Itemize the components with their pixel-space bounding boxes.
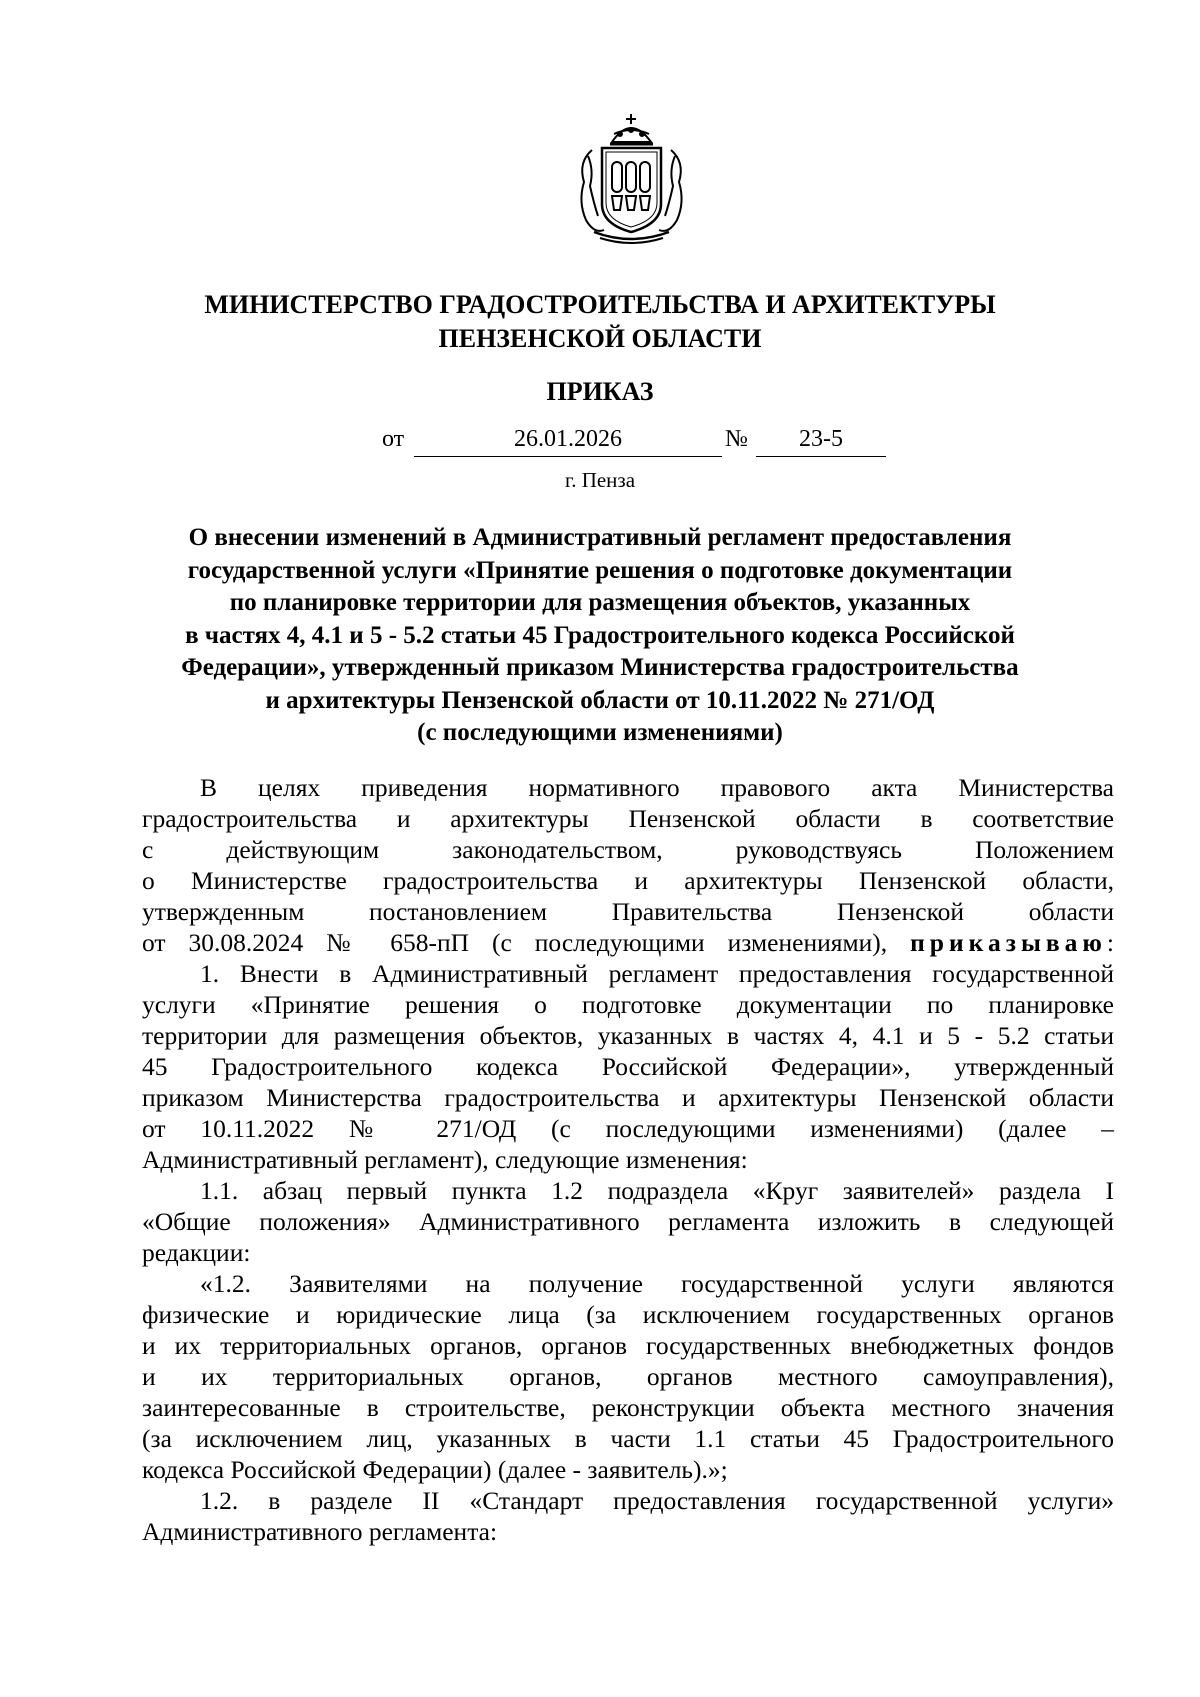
body-line: и их территориальных органов, органов государственных внебюджетных фондов bbox=[142, 1331, 1114, 1360]
penza-region-coat-of-arms-icon bbox=[574, 112, 689, 247]
body-line: с действующим законодательством, руководствуясь Положением bbox=[142, 835, 1114, 864]
body-line: 1.2. в разделе II «Стандарт предоставления государственной услуги» bbox=[200, 1486, 1114, 1515]
paragraph-item-1 bbox=[142, 958, 1114, 1175]
body-line: территории для размещения объектов, указанных в частях 4, 4.1 и 5 - 5.2 статьи bbox=[142, 1021, 1114, 1050]
document-number: 23-5 bbox=[756, 426, 886, 457]
date-prefix: от bbox=[382, 426, 405, 452]
paragraph-item-1-2 bbox=[142, 1485, 1114, 1547]
title-line: по планировке территории для размещения объектов, указанных bbox=[229, 589, 971, 616]
title-line: О внесении изменений в Административный регламент предоставления bbox=[188, 524, 1012, 551]
body-text: от 30.08.2024 № 658-пП (с последующими изменениями), bbox=[142, 928, 888, 957]
body-line: градостроительства и архитектуры Пензенской области в соответствие bbox=[142, 804, 1114, 833]
title-line: государственной услуги «Принятие решения о подготовке документации bbox=[187, 556, 1013, 584]
body-line-last: Административный регламент), следующие изменения: bbox=[142, 1145, 748, 1174]
body-line: приказом Министерства градостроительства и архитектуры Пензенской области bbox=[142, 1083, 1114, 1112]
title-line: в частях 4, 4.1 и 5 - 5.2 статьи 45 Градостроительного кодекса Российской bbox=[185, 621, 1015, 649]
body-text: : bbox=[1106, 928, 1114, 957]
body-line: 45 Градостроительного кодекса Российской Федерации», утвержденный bbox=[142, 1052, 1114, 1081]
body-line: заинтересованные в строительстве, реконструкции объекта местного значения bbox=[142, 1393, 1114, 1422]
document-body bbox=[142, 772, 1114, 1547]
body-line: о Министерстве градостроительства и архитектуры Пензенской области, bbox=[142, 866, 1114, 895]
document-date: 26.01.2026 bbox=[414, 426, 722, 457]
body-line: физические и юридические лица (за исключением государственных органов bbox=[142, 1300, 1114, 1329]
body-line: «Общие положения» Административного регламента изложить в следующей bbox=[142, 1207, 1114, 1236]
number-prefix: № bbox=[725, 426, 748, 452]
paragraph-item-1-1 bbox=[142, 1175, 1114, 1268]
document-type: ПРИКАЗ bbox=[546, 377, 654, 406]
body-line: и их территориальных органов, органов местного самоуправления), bbox=[142, 1362, 1114, 1391]
body-line-last: Административного регламента: bbox=[142, 1517, 498, 1546]
body-line: 1.1. абзац первый пункта 1.2 подраздела «Круг заявителей» раздела I bbox=[200, 1176, 1114, 1205]
ministry-name bbox=[0, 288, 1200, 356]
body-line: от 10.11.2022 № 271/ОД (с последующими изменениями) (далее – bbox=[142, 1114, 1114, 1143]
body-line: услуги «Принятие решения о подготовке документации по планировке bbox=[142, 990, 1114, 1019]
date-number-line bbox=[0, 426, 1200, 458]
body-line-last: кодекса Российской Федерации) (далее - заявитель).»; bbox=[142, 1455, 728, 1484]
city: г. Пенза bbox=[564, 468, 636, 492]
title-line: (с последующими изменениями) bbox=[417, 719, 783, 746]
body-line-last: редакции: bbox=[142, 1238, 251, 1267]
title-line: и архитектуры Пензенской области от 10.11.2022 № 271/ОД bbox=[265, 686, 935, 714]
ministry-name-line2: ПЕНЗЕНСКОЙ ОБЛАСТИ bbox=[438, 324, 762, 353]
body-line-last bbox=[142, 927, 1114, 958]
ministry-name-line1: МИНИСТЕРСТВО ГРАДОСТРОИТЕЛЬСТВА И АРХИТЕКТУРЫ bbox=[204, 290, 996, 319]
title-line: Федерации», утвержденный приказом Министерства градостроительства bbox=[181, 654, 1019, 681]
paragraph-quote-1-2 bbox=[142, 1268, 1114, 1485]
order-keyword: приказываю bbox=[910, 928, 1107, 957]
body-line: В целях приведения нормативного правового акта Министерства bbox=[200, 773, 1114, 802]
body-line: утвержденным постановлением Правительства Пензенской области bbox=[142, 897, 1114, 926]
paragraph-preamble bbox=[142, 772, 1114, 958]
body-line: «1.2. Заявителями на получение государственной услуги являются bbox=[200, 1269, 1114, 1298]
document-title bbox=[140, 522, 1060, 750]
body-line: (за исключением лиц, указанных в части 1.1 статьи 45 Градостроительного bbox=[142, 1424, 1114, 1453]
body-line: 1. Внести в Административный регламент предоставления государственной bbox=[200, 959, 1114, 988]
